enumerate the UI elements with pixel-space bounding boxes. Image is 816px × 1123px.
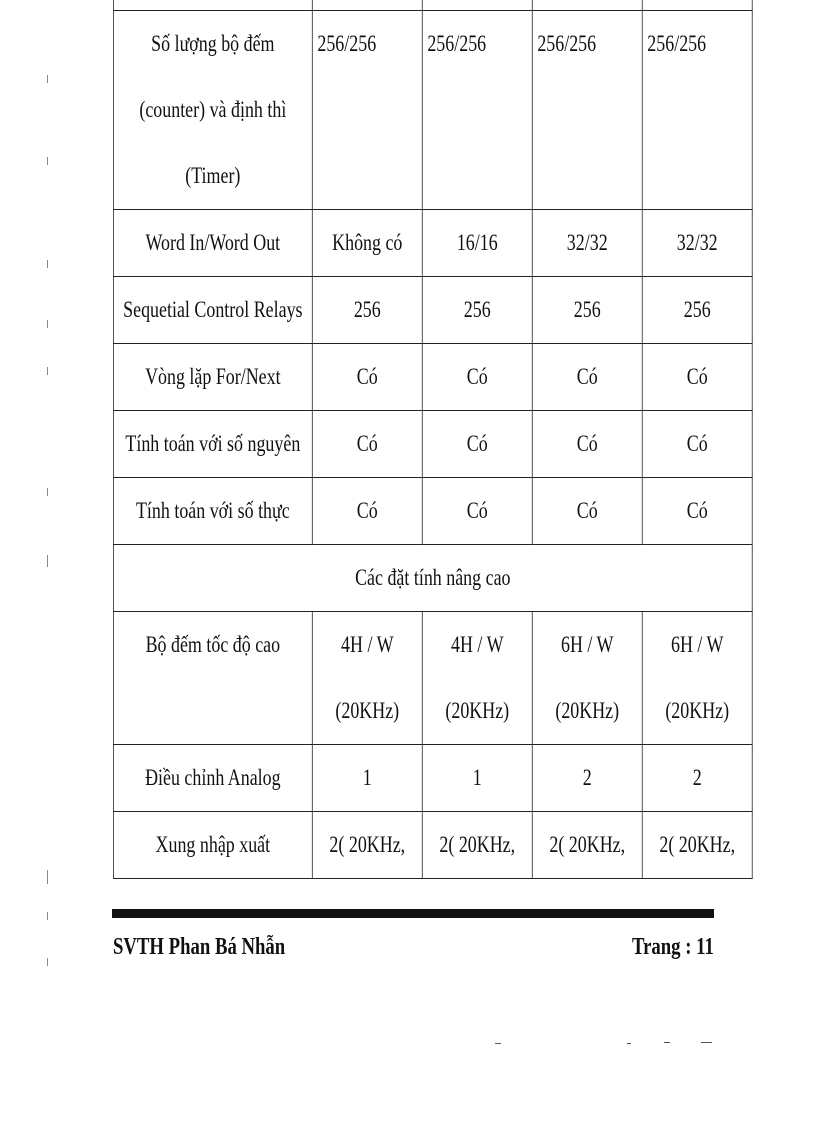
row-label bbox=[113, 612, 312, 745]
table-cell bbox=[532, 411, 642, 478]
table-cell-line: Có bbox=[576, 498, 598, 523]
row-label-line: Word In/Word Out bbox=[145, 230, 281, 255]
table-row bbox=[113, 478, 752, 545]
table-cell-line: 2( 20KHz, bbox=[329, 832, 406, 857]
table-cell-line: Có bbox=[356, 364, 378, 389]
table-cell bbox=[532, 210, 642, 277]
table-cell bbox=[312, 277, 422, 344]
table-cell-line: Có bbox=[576, 364, 598, 389]
table-cell-line: 2 bbox=[582, 765, 592, 790]
table-row bbox=[113, 11, 752, 210]
row-label bbox=[113, 277, 312, 344]
table-cell-line: Có bbox=[466, 498, 488, 523]
table-cell bbox=[312, 210, 422, 277]
table-cell bbox=[312, 812, 422, 879]
table-cell-line: Có bbox=[686, 498, 708, 523]
table-cell-line: 256/256 bbox=[317, 31, 377, 56]
row-label-line: Bộ đếm tốc độ cao bbox=[145, 632, 281, 657]
table-cell bbox=[532, 344, 642, 411]
table-cell-line: 1 bbox=[472, 765, 482, 790]
row-label-line: Xung nhập xuất bbox=[155, 832, 271, 857]
row-label bbox=[113, 478, 312, 545]
scan-mark bbox=[701, 1042, 712, 1043]
table-cell-line: (20KHz) bbox=[555, 698, 620, 723]
row-label-line: Tính toán với số thực bbox=[135, 498, 290, 523]
table-cell bbox=[422, 277, 532, 344]
table-cell bbox=[312, 344, 422, 411]
table-cell-line: Có bbox=[576, 431, 598, 456]
spec-table bbox=[113, 0, 753, 879]
scan-mark bbox=[47, 75, 48, 83]
table-cell bbox=[532, 612, 642, 745]
table-cell bbox=[642, 0, 752, 11]
section-row bbox=[113, 545, 752, 612]
scan-mark bbox=[47, 555, 48, 567]
table-cell bbox=[532, 277, 642, 344]
row-label bbox=[113, 745, 312, 812]
scan-mark bbox=[47, 157, 48, 165]
table-cell-line: 256/256 bbox=[427, 31, 487, 56]
scan-mark bbox=[47, 320, 48, 328]
table-cell bbox=[532, 11, 642, 210]
table-cell bbox=[312, 478, 422, 545]
row-label bbox=[113, 411, 312, 478]
table-cell bbox=[532, 745, 642, 812]
table-cell bbox=[422, 812, 532, 879]
table-row bbox=[113, 411, 752, 478]
scan-mark bbox=[664, 1042, 670, 1043]
spec-table-body bbox=[113, 0, 752, 879]
scan-mark bbox=[495, 1043, 501, 1044]
table-cell-line: 32/32 bbox=[676, 230, 718, 255]
table-cell bbox=[312, 411, 422, 478]
table-cell-line: Không có bbox=[332, 230, 403, 255]
table-cell-line: Có bbox=[466, 364, 488, 389]
table-cell-line: Có bbox=[356, 498, 378, 523]
row-label-line: (counter) và định thì bbox=[139, 97, 287, 122]
table-cell bbox=[312, 745, 422, 812]
table-cell bbox=[642, 210, 752, 277]
table-cell bbox=[422, 11, 532, 210]
row-label-line: (Timer) bbox=[185, 163, 241, 188]
table-cell bbox=[642, 277, 752, 344]
table-cell-line: 4H / W bbox=[341, 632, 394, 657]
table-cell-line: 2( 20KHz, bbox=[659, 832, 736, 857]
table-cell bbox=[312, 0, 422, 11]
table-cell bbox=[422, 0, 532, 11]
table-cell-line: (20KHz) bbox=[335, 698, 400, 723]
section-title: Các đặt tính nâng cao bbox=[113, 545, 752, 612]
table-cell-line: 256/256 bbox=[537, 31, 597, 56]
row-label bbox=[113, 210, 312, 277]
table-cell-line: 6H / W bbox=[560, 632, 614, 657]
footer-rule bbox=[112, 909, 714, 918]
row-label-line: Vòng lặp For/Next bbox=[145, 364, 281, 389]
footer-author: SVTH Phan Bá Nhẫn bbox=[113, 934, 286, 960]
table-cell bbox=[422, 344, 532, 411]
table-row bbox=[113, 745, 752, 812]
scan-mark bbox=[627, 1043, 631, 1044]
table-cell-line: 2( 20KHz, bbox=[439, 832, 516, 857]
scan-mark bbox=[47, 260, 48, 268]
table-row bbox=[113, 210, 752, 277]
table-cell bbox=[532, 0, 642, 11]
row-label-line: Tính toán với số nguyên bbox=[125, 431, 301, 456]
table-cell-line: Có bbox=[686, 364, 708, 389]
table-cell bbox=[532, 812, 642, 879]
row-label-line: Sequetial Control Relays bbox=[123, 297, 303, 322]
table-cell bbox=[422, 745, 532, 812]
row-label-line: Số lượng bộ đếm bbox=[151, 31, 275, 56]
table-cell bbox=[642, 612, 752, 745]
table-cell-line: Có bbox=[686, 431, 708, 456]
table-cell-line: 256/256 bbox=[647, 31, 707, 56]
table-cell-line: Có bbox=[356, 431, 378, 456]
table-cell bbox=[312, 612, 422, 745]
table-row bbox=[113, 344, 752, 411]
table-cell bbox=[422, 411, 532, 478]
table-cell bbox=[422, 210, 532, 277]
table-cell bbox=[642, 812, 752, 879]
table-cell bbox=[642, 478, 752, 545]
scan-mark bbox=[47, 958, 48, 966]
table-cell-line: 256 bbox=[573, 297, 601, 322]
table-cell bbox=[642, 411, 752, 478]
row-label-line: Điều chỉnh Analog bbox=[145, 765, 281, 790]
table-cell-line: (20KHz) bbox=[665, 698, 730, 723]
table-cell-line: 16/16 bbox=[456, 230, 498, 255]
table-cell bbox=[642, 344, 752, 411]
footer-page-number: Trang : 11 bbox=[632, 934, 714, 960]
table-cell-line: 2 bbox=[692, 765, 702, 790]
table-cell-line: (20KHz) bbox=[445, 698, 510, 723]
scan-mark bbox=[47, 488, 48, 496]
table-cell bbox=[312, 11, 422, 210]
table-cell bbox=[642, 745, 752, 812]
table-cell-line: 6H / W bbox=[670, 632, 724, 657]
table-cell-line: 256 bbox=[463, 297, 491, 322]
table-row bbox=[113, 612, 752, 745]
table-row bbox=[113, 277, 752, 344]
table-cell-line: 32/32 bbox=[566, 230, 608, 255]
row-label bbox=[113, 344, 312, 411]
table-cell-line: 2( 20KHz, bbox=[549, 832, 626, 857]
table-cell-line: Có bbox=[466, 431, 488, 456]
table-cell-line: 1 bbox=[362, 765, 372, 790]
scan-mark bbox=[47, 870, 48, 884]
table-cell bbox=[422, 612, 532, 745]
table-cell bbox=[642, 11, 752, 210]
table-cell bbox=[113, 0, 312, 11]
table-cell-line: 256 bbox=[353, 297, 381, 322]
table-cell bbox=[422, 478, 532, 545]
table-cell-line: 256 bbox=[683, 297, 711, 322]
scan-mark bbox=[47, 367, 48, 375]
table-cell-line: 4H / W bbox=[451, 632, 504, 657]
scan-mark bbox=[47, 912, 48, 920]
row-label bbox=[113, 11, 312, 210]
row-label bbox=[113, 812, 312, 879]
table-row bbox=[113, 0, 752, 11]
table-row bbox=[113, 812, 752, 879]
table-cell bbox=[532, 478, 642, 545]
